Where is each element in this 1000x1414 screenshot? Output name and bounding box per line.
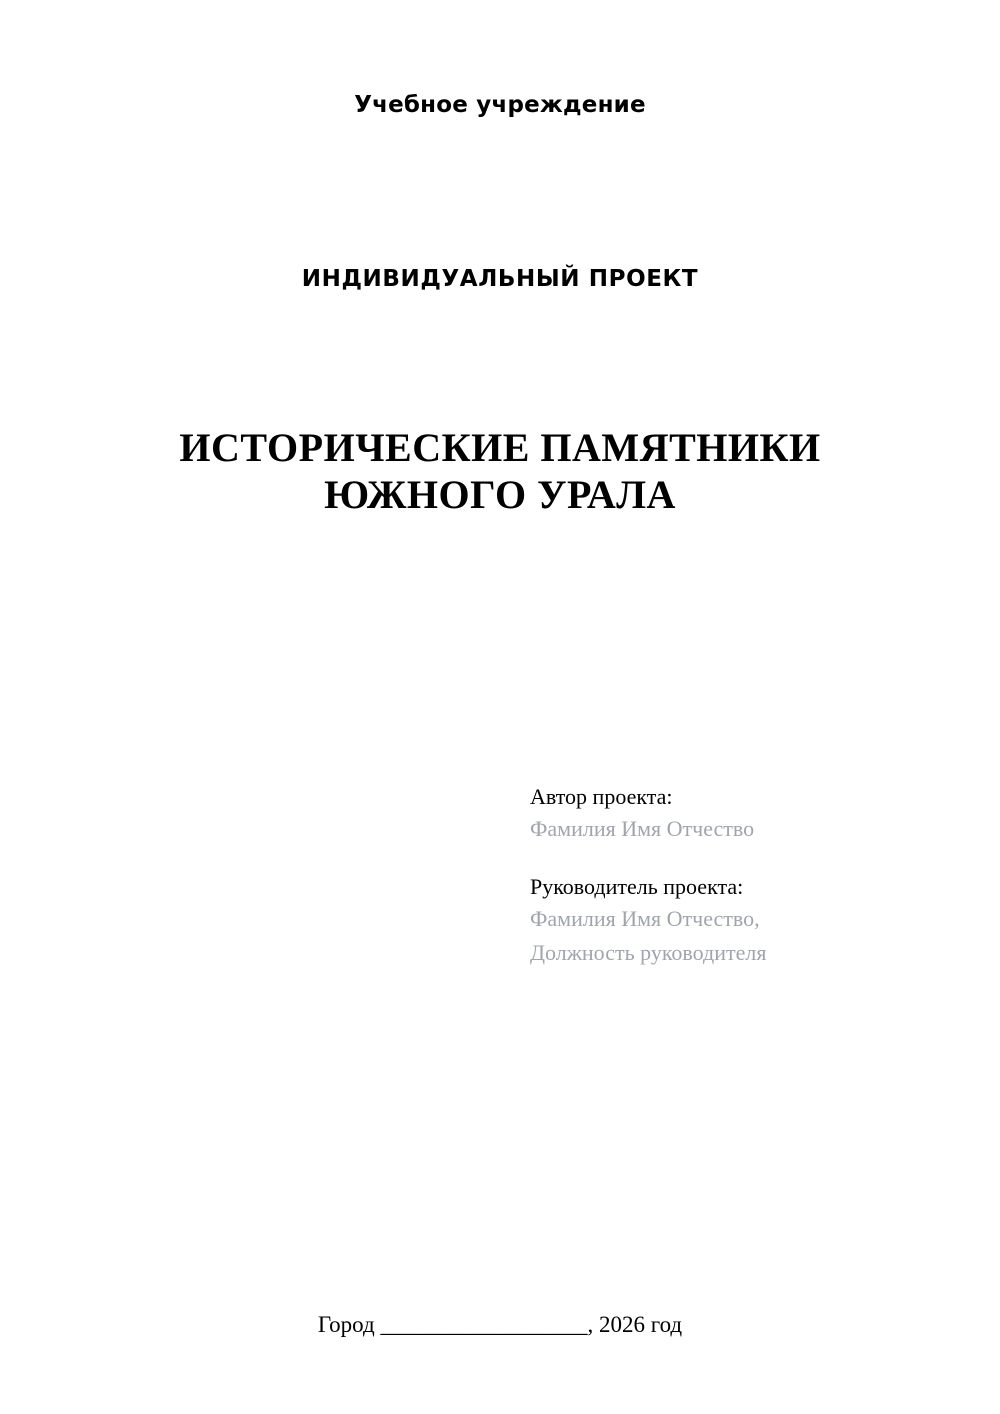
supervisor-group <box>530 876 930 964</box>
credits-block <box>530 786 930 968</box>
page-title-line-1: ИСТОРИЧЕСКИЕ ПАМЯТНИКИ <box>179 425 821 470</box>
page-title <box>0 424 1000 518</box>
institution-name: Учебное учреждение <box>354 92 646 118</box>
supervisor-value-position: Должность руководителя <box>530 940 767 965</box>
author-value: Фамилия Имя Отчество <box>530 816 755 841</box>
supervisor-value-name: Фамилия Имя Отчество, <box>530 906 760 931</box>
supervisor-label: Руководитель проекта: <box>530 874 744 899</box>
project-type-label: ИНДИВИДУАЛЬНЫЙ ПРОЕКТ <box>301 266 699 292</box>
city-year-footer: Город __________________, 2026 год <box>317 1312 683 1337</box>
author-group <box>530 786 930 840</box>
author-label: Автор проекта: <box>530 784 673 809</box>
page-title-line-2: ЮЖНОГО УРАЛА <box>324 472 676 518</box>
